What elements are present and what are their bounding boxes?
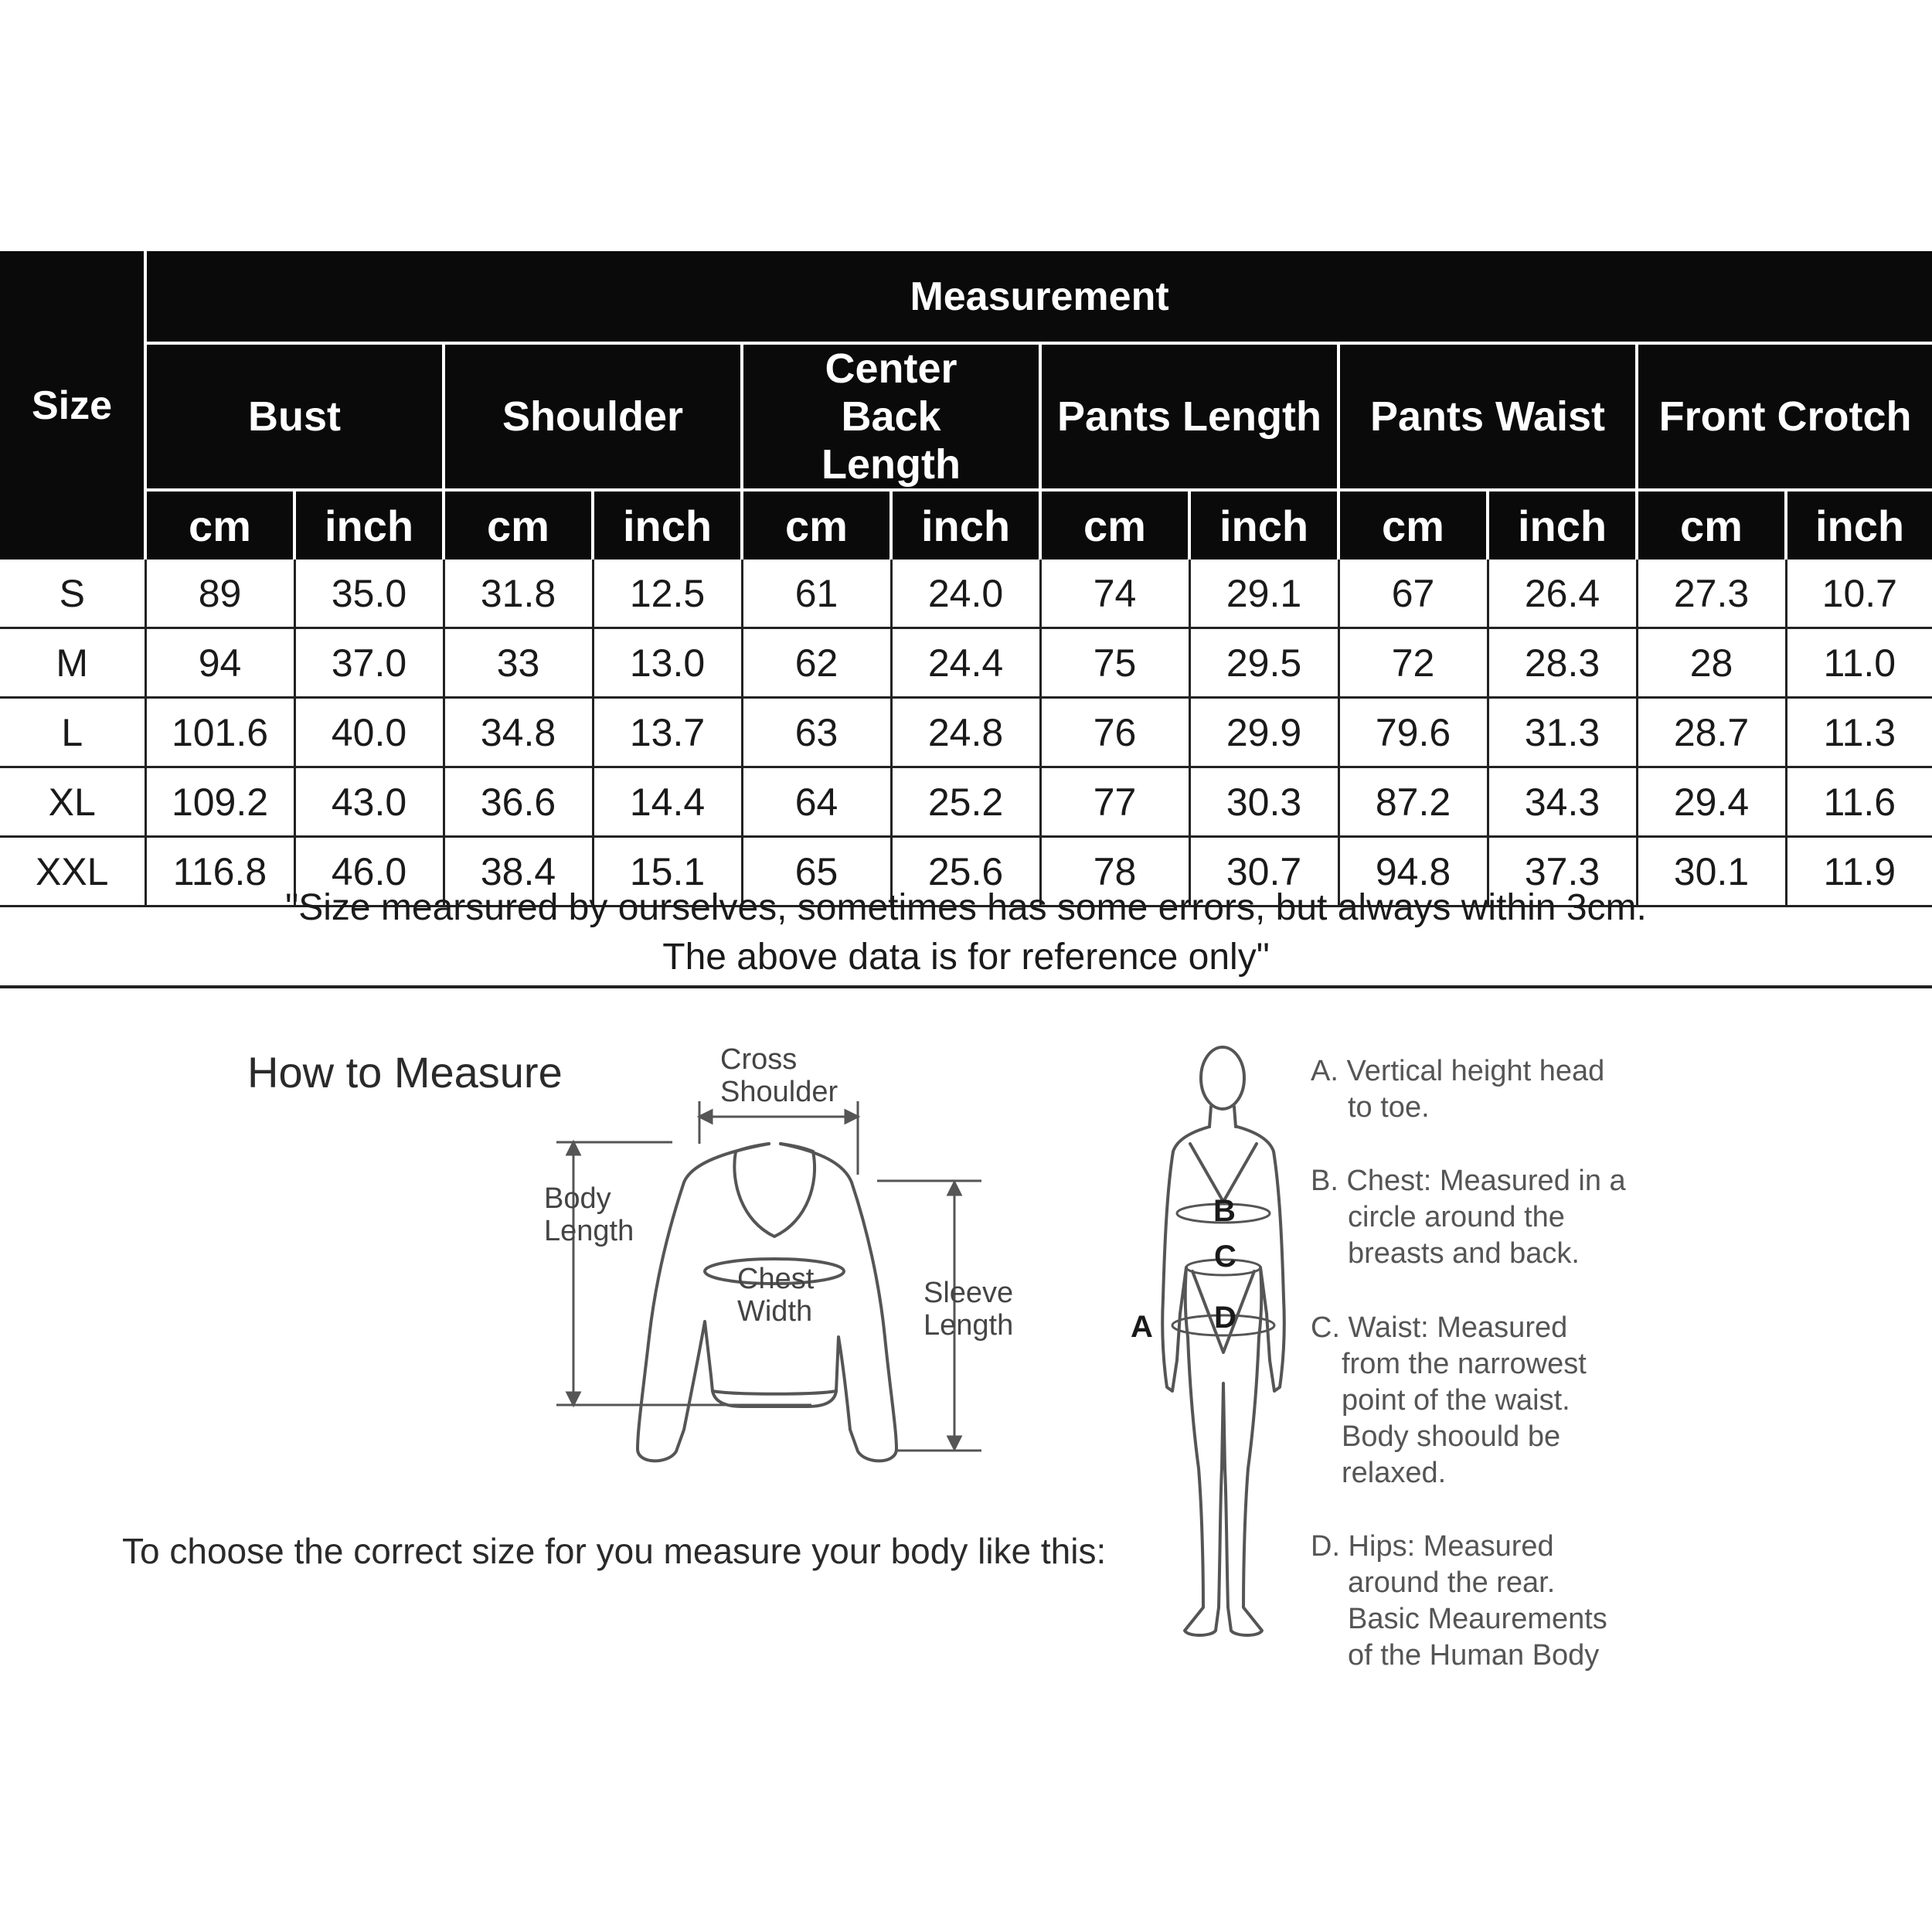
measurement-cell: 29.9 <box>1189 698 1338 767</box>
body-length-label <box>544 1182 634 1247</box>
measurement-cell: 65 <box>742 837 891 906</box>
unit-header: inch <box>891 490 1040 560</box>
sleeve-length-label-line: Sleeve <box>923 1277 1014 1309</box>
bust-header: Bust <box>145 343 444 490</box>
measurement-cell: 11.0 <box>1786 628 1932 698</box>
pants-waist-header: Pants Waist <box>1338 343 1637 490</box>
measurement-cell: 34.8 <box>444 698 593 767</box>
measurement-cell: 116.8 <box>145 837 294 906</box>
measurement-cell: 77 <box>1040 767 1189 837</box>
measurement-cell: 24.8 <box>891 698 1040 767</box>
measurement-cell: 15.1 <box>593 837 742 906</box>
measurement-cell: 74 <box>1040 560 1189 628</box>
measurement-cell: 34.3 <box>1488 767 1637 837</box>
measurement-cell: 10.7 <box>1786 560 1932 628</box>
measurement-cell: 24.0 <box>891 560 1040 628</box>
measurement-cell: 61 <box>742 560 891 628</box>
measurement-cell: 28.3 <box>1488 628 1637 698</box>
size-cell: L <box>0 698 145 767</box>
measurement-cell: 37.0 <box>294 628 444 698</box>
measurement-cell: 30.7 <box>1189 837 1338 906</box>
unit-header: cm <box>145 490 294 560</box>
size-cell: XXL <box>0 837 145 906</box>
measurement-cell: 12.5 <box>593 560 742 628</box>
size-chart-table <box>0 251 1932 907</box>
unit-header: cm <box>1637 490 1786 560</box>
measurement-cell: 62 <box>742 628 891 698</box>
measurement-cell: 64 <box>742 767 891 837</box>
note-line: C. Waist: Measured <box>1311 1311 1568 1344</box>
note-line: relaxed. <box>1342 1457 1447 1489</box>
note-line: point of the waist. <box>1342 1384 1570 1417</box>
unit-header: inch <box>1786 490 1932 560</box>
pants-length-header: Pants Length <box>1040 343 1338 490</box>
measurement-cell: 46.0 <box>294 837 444 906</box>
center-back-length-header <box>742 343 1040 490</box>
body-length-label-line: Body <box>544 1182 611 1215</box>
body-length-label-line: Length <box>544 1215 634 1247</box>
measurement-cell: 24.4 <box>891 628 1040 698</box>
chest-width-label <box>737 1263 814 1328</box>
note-line: B. Chest: Measured in a <box>1311 1165 1626 1197</box>
unit-header: cm <box>1338 490 1488 560</box>
hips-marker-d: D <box>1214 1301 1236 1335</box>
table-row <box>0 560 1932 628</box>
measurement-cell: 29.1 <box>1189 560 1338 628</box>
measurement-cell: 28 <box>1637 628 1786 698</box>
unit-header: inch <box>294 490 444 560</box>
measurement-cell: 13.7 <box>593 698 742 767</box>
note-line: Basic Meaurements <box>1348 1603 1607 1635</box>
cross-shoulder-label-line: Cross <box>720 1043 798 1076</box>
cross-shoulder-label <box>720 1043 838 1108</box>
disclaimer-line-1: "Size mearsured by ourselves, sometimes has some errors, but always within 3cm. <box>285 887 1647 928</box>
how-to-measure-title: How to Measure <box>247 1048 563 1097</box>
note-hips <box>1311 1529 1607 1674</box>
measurement-cell: 31.8 <box>444 560 593 628</box>
measurement-cell: 43.0 <box>294 767 444 837</box>
size-cell: S <box>0 560 145 628</box>
measurement-cell: 36.6 <box>444 767 593 837</box>
note-line: of the Human Body <box>1348 1639 1600 1672</box>
note-chest <box>1311 1163 1626 1272</box>
measurement-cell: 27.3 <box>1637 560 1786 628</box>
note-line: from the narrowest <box>1342 1348 1587 1380</box>
measurement-cell: 13.0 <box>593 628 742 698</box>
chest-width-label-line: Chest <box>737 1263 815 1295</box>
measurement-cell: 37.3 <box>1488 837 1637 906</box>
note-waist <box>1311 1310 1587 1492</box>
size-column-header: Size <box>0 251 145 560</box>
measurement-cell: 11.9 <box>1786 837 1932 906</box>
chest-width-label-line: Width <box>737 1295 813 1328</box>
waist-marker-c: C <box>1214 1240 1236 1274</box>
chest-marker-b: B <box>1213 1194 1236 1228</box>
note-line: Body shoould be <box>1342 1420 1561 1453</box>
front-crotch-header: Front Crotch <box>1637 343 1932 490</box>
size-table-body <box>0 560 1932 906</box>
unit-header: cm <box>742 490 891 560</box>
cross-shoulder-label-line: Shoulder <box>720 1076 838 1108</box>
unit-header: cm <box>1040 490 1189 560</box>
measurement-header: Measurement <box>145 251 1932 343</box>
measurement-cell: 101.6 <box>145 698 294 767</box>
measurement-cell: 94 <box>145 628 294 698</box>
unit-header: inch <box>1189 490 1338 560</box>
measurement-cell: 63 <box>742 698 891 767</box>
shoulder-header: Shoulder <box>444 343 742 490</box>
size-cell: XL <box>0 767 145 837</box>
measurement-cell: 29.4 <box>1637 767 1786 837</box>
measurement-cell: 33 <box>444 628 593 698</box>
disclaimer-line-2: The above data is for reference only" <box>662 937 1270 978</box>
table-row <box>0 628 1932 698</box>
height-marker-a: A <box>1131 1310 1153 1344</box>
choose-size-instruction: To choose the correct size for you measure your body like this: <box>122 1531 1107 1571</box>
measurement-cell: 76 <box>1040 698 1189 767</box>
measurement-cell: 11.3 <box>1786 698 1932 767</box>
unit-header: inch <box>1488 490 1637 560</box>
table-row <box>0 767 1932 837</box>
size-cell: M <box>0 628 145 698</box>
measurement-cell: 25.6 <box>891 837 1040 906</box>
measurement-cell: 40.0 <box>294 698 444 767</box>
measurement-cell: 30.3 <box>1189 767 1338 837</box>
note-line: A. Vertical height head <box>1311 1055 1605 1087</box>
measurement-cell: 29.5 <box>1189 628 1338 698</box>
note-line: to toe. <box>1348 1091 1430 1124</box>
note-line: around the rear. <box>1348 1566 1556 1599</box>
measurement-cell: 109.2 <box>145 767 294 837</box>
sleeve-length-label <box>923 1277 1013 1342</box>
measurement-cell: 11.6 <box>1786 767 1932 837</box>
measurement-cell: 94.8 <box>1338 837 1488 906</box>
measurement-cell: 72 <box>1338 628 1488 698</box>
measurement-cell: 28.7 <box>1637 698 1786 767</box>
measurement-cell: 75 <box>1040 628 1189 698</box>
measurement-cell: 14.4 <box>593 767 742 837</box>
note-line: breasts and back. <box>1348 1237 1580 1270</box>
unit-header: inch <box>593 490 742 560</box>
head-outline <box>1201 1047 1244 1109</box>
measurement-cell: 25.2 <box>891 767 1040 837</box>
sleeve-length-label-line: Length <box>923 1309 1014 1342</box>
measurement-cell: 35.0 <box>294 560 444 628</box>
measurement-cell: 78 <box>1040 837 1189 906</box>
note-height <box>1311 1053 1604 1126</box>
measurement-cell: 87.2 <box>1338 767 1488 837</box>
measurement-cell: 31.3 <box>1488 698 1637 767</box>
measurement-cell: 79.6 <box>1338 698 1488 767</box>
center-back-length-label: Center Back Length <box>821 345 961 488</box>
measurement-cell: 67 <box>1338 560 1488 628</box>
note-line: circle around the <box>1348 1201 1565 1233</box>
measurement-cell: 26.4 <box>1488 560 1637 628</box>
sweater-neckline <box>734 1151 815 1236</box>
size-disclaimer <box>0 883 1932 988</box>
measurement-cell: 38.4 <box>444 837 593 906</box>
table-row <box>0 698 1932 767</box>
measurement-cell: 30.1 <box>1637 837 1786 906</box>
unit-header: cm <box>444 490 593 560</box>
measurement-cell: 89 <box>145 560 294 628</box>
note-line: D. Hips: Measured <box>1311 1530 1554 1563</box>
